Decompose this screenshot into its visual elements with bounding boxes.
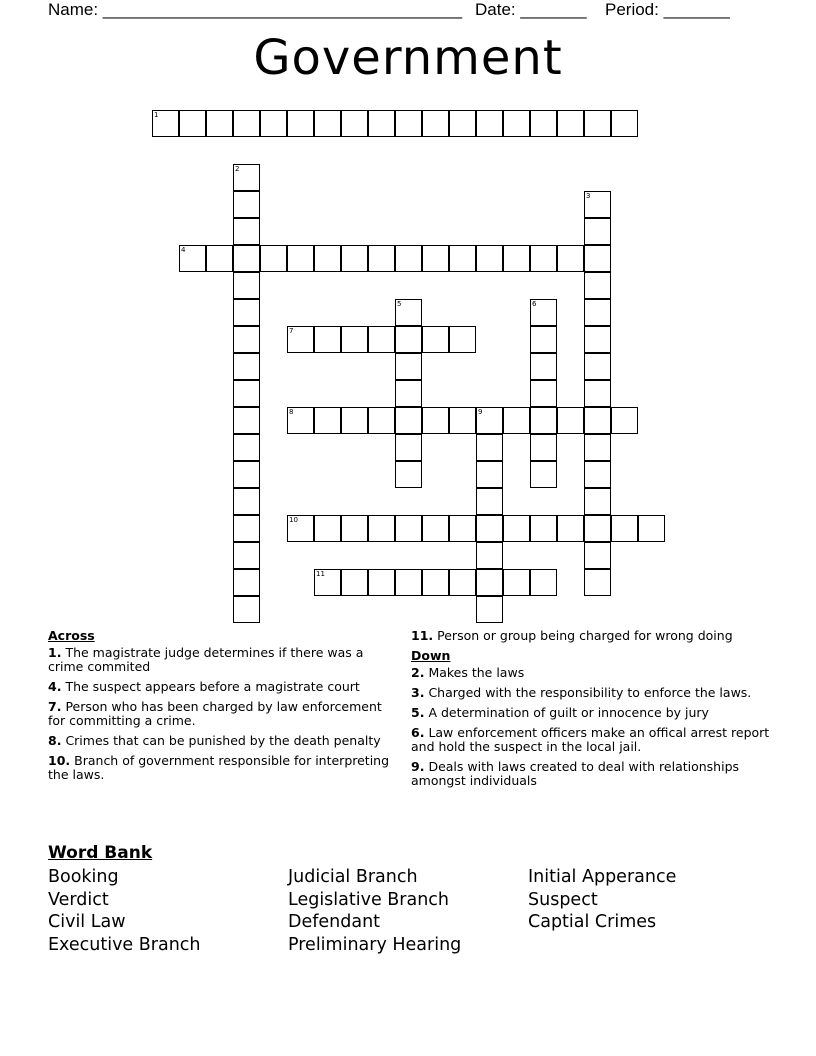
crossword-cell bbox=[449, 110, 476, 137]
crossword-cell bbox=[422, 407, 449, 434]
crossword-cell bbox=[422, 245, 449, 272]
crossword-cell bbox=[395, 407, 422, 434]
word-bank-item: Captial Crimes bbox=[528, 912, 657, 933]
clue-number: 9. bbox=[411, 759, 425, 774]
crossword-cell bbox=[233, 488, 260, 515]
crossword-cell bbox=[557, 245, 584, 272]
crossword-cell bbox=[395, 461, 422, 488]
crossword-cell bbox=[530, 515, 557, 542]
crossword-cell bbox=[449, 407, 476, 434]
crossword-cell bbox=[503, 110, 530, 137]
word-bank-title: Word Bank bbox=[48, 843, 153, 863]
crossword-cell bbox=[584, 407, 611, 434]
crossword-cell bbox=[584, 272, 611, 299]
crossword-cell bbox=[530, 380, 557, 407]
clue-across-1 bbox=[48, 646, 393, 674]
crossword-cell bbox=[233, 569, 260, 596]
crossword-cell bbox=[503, 245, 530, 272]
crossword-cell bbox=[368, 407, 395, 434]
clue-number: 1. bbox=[48, 645, 62, 660]
crossword-cell bbox=[287, 407, 314, 434]
crossword-cell bbox=[584, 569, 611, 596]
clue-text: Branch of government responsible for interpreting the laws. bbox=[48, 753, 390, 782]
clue-down-6 bbox=[411, 726, 771, 754]
crossword-cell bbox=[476, 434, 503, 461]
clue-across-8 bbox=[48, 734, 393, 748]
crossword-cell bbox=[422, 515, 449, 542]
cell-number: 9 bbox=[478, 408, 483, 416]
crossword-cell bbox=[584, 110, 611, 137]
crossword-cell bbox=[395, 245, 422, 272]
clue-across-11 bbox=[411, 629, 771, 643]
clues-right-column bbox=[411, 629, 771, 794]
crossword-cell bbox=[341, 569, 368, 596]
crossword-cell bbox=[233, 380, 260, 407]
word-bank-item: Executive Branch bbox=[48, 935, 201, 956]
clue-text: Person who has been charged by law enforcement for committing a crime. bbox=[48, 699, 382, 728]
crossword-cell bbox=[395, 380, 422, 407]
clue-text: A determination of guilt or innocence by jury bbox=[428, 705, 709, 720]
clue-text: Crimes that can be punished by the death penalty bbox=[65, 733, 381, 748]
period-field-label: Period: _______ bbox=[605, 0, 730, 19]
crossword-cell bbox=[611, 515, 638, 542]
crossword-cell bbox=[584, 461, 611, 488]
crossword-cell bbox=[206, 245, 233, 272]
crossword-cell bbox=[233, 191, 260, 218]
crossword-cell bbox=[233, 164, 260, 191]
crossword-cell bbox=[395, 515, 422, 542]
crossword-cell bbox=[503, 407, 530, 434]
name-field-label: Name: ______________________________________ bbox=[48, 0, 463, 19]
clue-number: 2. bbox=[411, 665, 425, 680]
cell-number: 1 bbox=[154, 111, 159, 119]
down-heading: Down bbox=[411, 648, 451, 663]
crossword-cell bbox=[395, 569, 422, 596]
clue-down-9 bbox=[411, 760, 771, 788]
crossword-cell bbox=[638, 515, 665, 542]
crossword-cell bbox=[233, 299, 260, 326]
crossword-cell bbox=[233, 434, 260, 461]
crossword-cell bbox=[530, 326, 557, 353]
crossword-cell bbox=[395, 299, 422, 326]
crossword-cell bbox=[584, 191, 611, 218]
word-bank-item: Civil Law bbox=[48, 912, 126, 933]
crossword-cell bbox=[260, 245, 287, 272]
clue-text: The suspect appears before a magistrate court bbox=[65, 679, 360, 694]
crossword-cell bbox=[422, 569, 449, 596]
crossword-cell bbox=[233, 353, 260, 380]
crossword-cell bbox=[341, 110, 368, 137]
crossword-cell bbox=[530, 110, 557, 137]
cell-number: 4 bbox=[181, 246, 186, 254]
clue-text: The magistrate judge determines if there was a crime commited bbox=[48, 645, 364, 674]
crossword-cell bbox=[503, 569, 530, 596]
crossword-cell bbox=[152, 110, 179, 137]
crossword-cell bbox=[476, 488, 503, 515]
cell-number: 3 bbox=[586, 192, 591, 200]
clue-down-3 bbox=[411, 686, 771, 700]
crossword-cell bbox=[233, 407, 260, 434]
page-title: Government bbox=[253, 30, 563, 86]
crossword-cell bbox=[341, 515, 368, 542]
crossword-cell bbox=[233, 542, 260, 569]
crossword-cell bbox=[314, 326, 341, 353]
crossword-cell bbox=[233, 245, 260, 272]
crossword-cell bbox=[584, 515, 611, 542]
crossword-cell bbox=[449, 515, 476, 542]
clue-text: Person or group being charged for wrong doing bbox=[437, 628, 733, 643]
crossword-cell bbox=[584, 380, 611, 407]
word-bank-item: Booking bbox=[48, 867, 119, 887]
crossword-cell bbox=[530, 569, 557, 596]
across-heading: Across bbox=[48, 628, 95, 643]
crossword-cell bbox=[476, 542, 503, 569]
crossword-cell bbox=[179, 245, 206, 272]
clue-number: 4. bbox=[48, 679, 62, 694]
crossword-cell bbox=[314, 110, 341, 137]
crossword-cell bbox=[530, 299, 557, 326]
crossword-cell bbox=[584, 434, 611, 461]
crossword-cell bbox=[611, 407, 638, 434]
crossword-cell bbox=[476, 245, 503, 272]
date-field-label: Date: _______ bbox=[475, 0, 587, 19]
crossword-cell bbox=[287, 110, 314, 137]
word-bank-item: Preliminary Hearing bbox=[288, 935, 462, 956]
crossword-cell bbox=[476, 407, 503, 434]
crossword-cell bbox=[395, 110, 422, 137]
crossword-cell bbox=[503, 515, 530, 542]
crossword-cell bbox=[584, 542, 611, 569]
word-bank-column-3 bbox=[528, 866, 676, 934]
crossword-cell bbox=[449, 245, 476, 272]
crossword-cell bbox=[395, 326, 422, 353]
clue-text: Law enforcement officers make an offical arrest report and hold the suspect in the local jail. bbox=[411, 725, 770, 754]
crossword-cell bbox=[368, 110, 395, 137]
crossword-cell bbox=[368, 569, 395, 596]
crossword-cell bbox=[530, 245, 557, 272]
crossword-cell bbox=[476, 110, 503, 137]
clue-across-10 bbox=[48, 754, 393, 782]
crossword-cell bbox=[314, 245, 341, 272]
crossword-cell bbox=[368, 326, 395, 353]
crossword-cell bbox=[530, 353, 557, 380]
crossword-cell bbox=[476, 596, 503, 623]
crossword-cell bbox=[287, 515, 314, 542]
crossword-cell bbox=[206, 110, 233, 137]
crossword-cell bbox=[314, 569, 341, 596]
crossword-cell bbox=[314, 407, 341, 434]
clue-across-4 bbox=[48, 680, 393, 694]
cell-number: 8 bbox=[289, 408, 294, 416]
clue-text: Charged with the responsibility to enforce the laws. bbox=[428, 685, 752, 700]
clue-number: 6. bbox=[411, 725, 425, 740]
clue-across-7 bbox=[48, 700, 393, 728]
crossword-cell bbox=[449, 569, 476, 596]
clue-text: Deals with laws created to deal with relationships amongst individuals bbox=[411, 759, 740, 788]
word-bank-item: Suspect bbox=[528, 889, 598, 910]
crossword-cell bbox=[584, 488, 611, 515]
crossword-cell bbox=[449, 326, 476, 353]
cell-number: 7 bbox=[289, 327, 294, 335]
crossword-cell bbox=[368, 515, 395, 542]
crossword-cell bbox=[368, 245, 395, 272]
clue-down-5 bbox=[411, 706, 771, 720]
crossword-cell bbox=[584, 245, 611, 272]
crossword-cell bbox=[557, 110, 584, 137]
crossword-cell bbox=[422, 326, 449, 353]
crossword-cell bbox=[233, 596, 260, 623]
crossword-cell bbox=[233, 272, 260, 299]
crossword-cell bbox=[233, 110, 260, 137]
crossword-cell bbox=[233, 326, 260, 353]
word-bank-item: Verdict bbox=[48, 889, 109, 910]
word-bank-column-1 bbox=[48, 866, 201, 957]
clue-number: 7. bbox=[48, 699, 62, 714]
clue-number: 11. bbox=[411, 628, 434, 643]
crossword-cell bbox=[476, 515, 503, 542]
cell-number: 10 bbox=[289, 516, 298, 524]
cell-number: 11 bbox=[316, 570, 325, 578]
cell-number: 6 bbox=[532, 300, 537, 308]
crossword-cell bbox=[260, 110, 287, 137]
clue-number: 3. bbox=[411, 685, 425, 700]
crossword-cell bbox=[287, 245, 314, 272]
crossword-cell bbox=[314, 515, 341, 542]
crossword-cell bbox=[611, 110, 638, 137]
crossword-cell bbox=[179, 110, 206, 137]
crossword-cell bbox=[584, 218, 611, 245]
crossword-cell bbox=[287, 326, 314, 353]
word-bank-item: Legislative Branch bbox=[288, 889, 450, 910]
crossword-cell bbox=[395, 434, 422, 461]
crossword-cell bbox=[422, 110, 449, 137]
crossword-cell bbox=[557, 515, 584, 542]
crossword-cell bbox=[476, 569, 503, 596]
crossword-cell bbox=[476, 461, 503, 488]
crossword-cell bbox=[584, 353, 611, 380]
cell-number: 2 bbox=[235, 165, 240, 173]
crossword-cell bbox=[584, 326, 611, 353]
word-bank-item: Defendant bbox=[288, 912, 381, 933]
crossword-cell bbox=[395, 353, 422, 380]
clue-number: 8. bbox=[48, 733, 62, 748]
crossword-cell bbox=[341, 245, 368, 272]
clue-text: Makes the laws bbox=[428, 665, 525, 680]
clue-number: 5. bbox=[411, 705, 425, 720]
crossword-cell bbox=[233, 218, 260, 245]
crossword-cell bbox=[233, 461, 260, 488]
crossword-cell bbox=[341, 407, 368, 434]
clue-number: 10. bbox=[48, 753, 71, 768]
crossword-cell bbox=[530, 461, 557, 488]
crossword-cell bbox=[530, 434, 557, 461]
crossword-cell bbox=[233, 515, 260, 542]
word-bank-item: Judicial Branch bbox=[288, 867, 418, 887]
crossword-cell bbox=[557, 407, 584, 434]
crossword-cell bbox=[530, 407, 557, 434]
clue-down-2 bbox=[411, 666, 771, 680]
word-bank-item: Initial Apperance bbox=[528, 867, 677, 887]
clues-left-column bbox=[48, 629, 393, 788]
crossword-cell bbox=[341, 326, 368, 353]
cell-number: 5 bbox=[397, 300, 402, 308]
crossword-cell bbox=[584, 299, 611, 326]
word-bank-column-2 bbox=[288, 866, 461, 957]
